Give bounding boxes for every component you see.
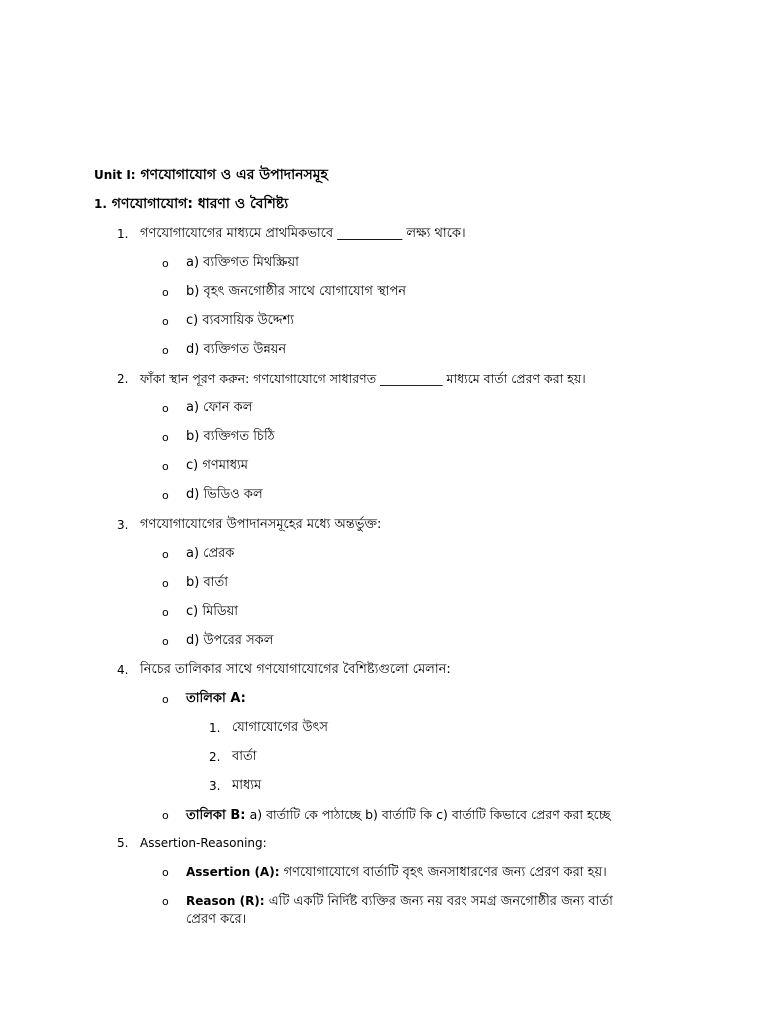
section-heading	[94, 194, 288, 214]
list-b-text: a) বার্তাটি কে পাঠাচ্ছে b) বার্তাটি কি c) বার্তাটি কিভাবে প্রেরণ করা হচ্ছে	[249, 807, 611, 822]
question-4-text: নিচের তালিকার সাথে গণযোগাযোগের বৈশিষ্ট্যগুলো মেলান:	[140, 662, 451, 677]
assertion-text: গণযোগাযোগে বার্তাটি বৃহৎ জনসাধারণের জন্য প্রেরণ করা হয়।	[283, 865, 607, 880]
assertion-label: Assertion (A):	[186, 865, 280, 879]
bullet-icon: o	[162, 402, 169, 415]
question-1-option-d: d) ব্যক্তিগত উন্নয়ন	[186, 342, 287, 357]
question-1-text: গণযোগাযোগের মাধ্যমে প্রাথমিকভাবে __________ লক্ষ্য থাকে।	[140, 226, 466, 241]
bullet-icon: o	[162, 895, 169, 908]
question-1-option-c: c) ব্যবসায়িক উদ্দেশ্য	[186, 313, 294, 328]
list-b-line	[186, 805, 610, 826]
question-2-text: ফাঁকা স্থান পূরণ করুন: গণযোগাযোগে সাধারণত __________ মাধ্যমে বার্তা প্রেরণ করা হয়।	[140, 371, 586, 386]
section-number: 1.	[94, 197, 107, 211]
question-3-number: 3.	[117, 518, 129, 532]
question-5-text: Assertion-Reasoning:	[140, 836, 267, 850]
bullet-icon: o	[162, 315, 169, 328]
list-a-item-2-number: 2.	[209, 750, 221, 764]
bullet-icon: o	[162, 489, 169, 502]
bullet-icon: o	[162, 460, 169, 473]
bullet-icon: o	[162, 431, 169, 444]
unit-title: গণযোগাযোগ ও এর উপাদানসমূহ	[140, 167, 328, 183]
list-a-item-2-text: বার্তা	[232, 749, 257, 764]
reason-text-line-2: প্রেরণ করে।	[186, 912, 247, 927]
question-3-option-d: d) উপরের সকল	[186, 633, 274, 648]
section-title: গণযোগাযোগ: ধারণা ও বৈশিষ্ট্য	[111, 196, 289, 212]
bullet-icon: o	[162, 344, 169, 357]
bullet-icon: o	[162, 548, 169, 561]
bullet-icon: o	[162, 286, 169, 299]
bullet-icon: o	[162, 257, 169, 270]
bullet-icon: o	[162, 693, 169, 706]
list-a-item-3-number: 3.	[209, 779, 221, 793]
unit-heading	[94, 165, 328, 185]
bullet-icon: o	[162, 866, 169, 879]
bullet-icon: o	[162, 809, 169, 822]
question-4-number: 4.	[117, 663, 129, 677]
reason-line	[186, 891, 613, 912]
list-a-item-1-number: 1.	[209, 721, 221, 735]
question-3-option-c: c) মিডিয়া	[186, 604, 239, 619]
question-2-option-d: d) ভিডিও কল	[186, 487, 263, 502]
question-3-text: গণযোগাযোগের উপাদানসমূহের মধ্যে অন্তর্ভুক্ত:	[140, 517, 382, 532]
unit-prefix: Unit I:	[94, 168, 136, 182]
reason-text-line-1: এটি একটি নির্দিষ্ট ব্যক্তির জন্য নয় বরং সমগ্র জনগোষ্ঠীর জন্য বার্তা	[268, 894, 613, 909]
question-5-number: 5.	[117, 836, 129, 850]
assertion-line	[186, 862, 607, 883]
question-1-option-b: b) বৃহৎ জনগোষ্ঠীর সাথে যোগাযোগ স্থাপন	[186, 284, 407, 299]
question-3-option-b: b) বার্তা	[186, 575, 228, 590]
question-1-number: 1.	[117, 227, 129, 241]
reason-label: Reason (R):	[186, 894, 265, 908]
question-1-option-a: a) ব্যক্তিগত মিথস্ক্রিয়া	[186, 255, 299, 270]
question-2-option-c: c) গণমাধ্যম	[186, 458, 248, 473]
question-3-option-a: a) প্রেরক	[186, 546, 235, 561]
bullet-icon: o	[162, 606, 169, 619]
question-2-number: 2.	[117, 372, 129, 386]
list-a-item-1-text: যোগাযোগের উৎস	[232, 720, 328, 735]
bullet-icon: o	[162, 577, 169, 590]
question-2-option-b: b) ব্যক্তিগত চিঠি	[186, 429, 275, 444]
list-a-item-3-text: মাধ্যম	[232, 778, 262, 793]
question-2-option-a: a) ফোন কল	[186, 400, 253, 415]
list-b-label: তালিকা B:	[186, 808, 246, 823]
list-a-label: তালিকা A:	[186, 691, 246, 706]
bullet-icon: o	[162, 635, 169, 648]
